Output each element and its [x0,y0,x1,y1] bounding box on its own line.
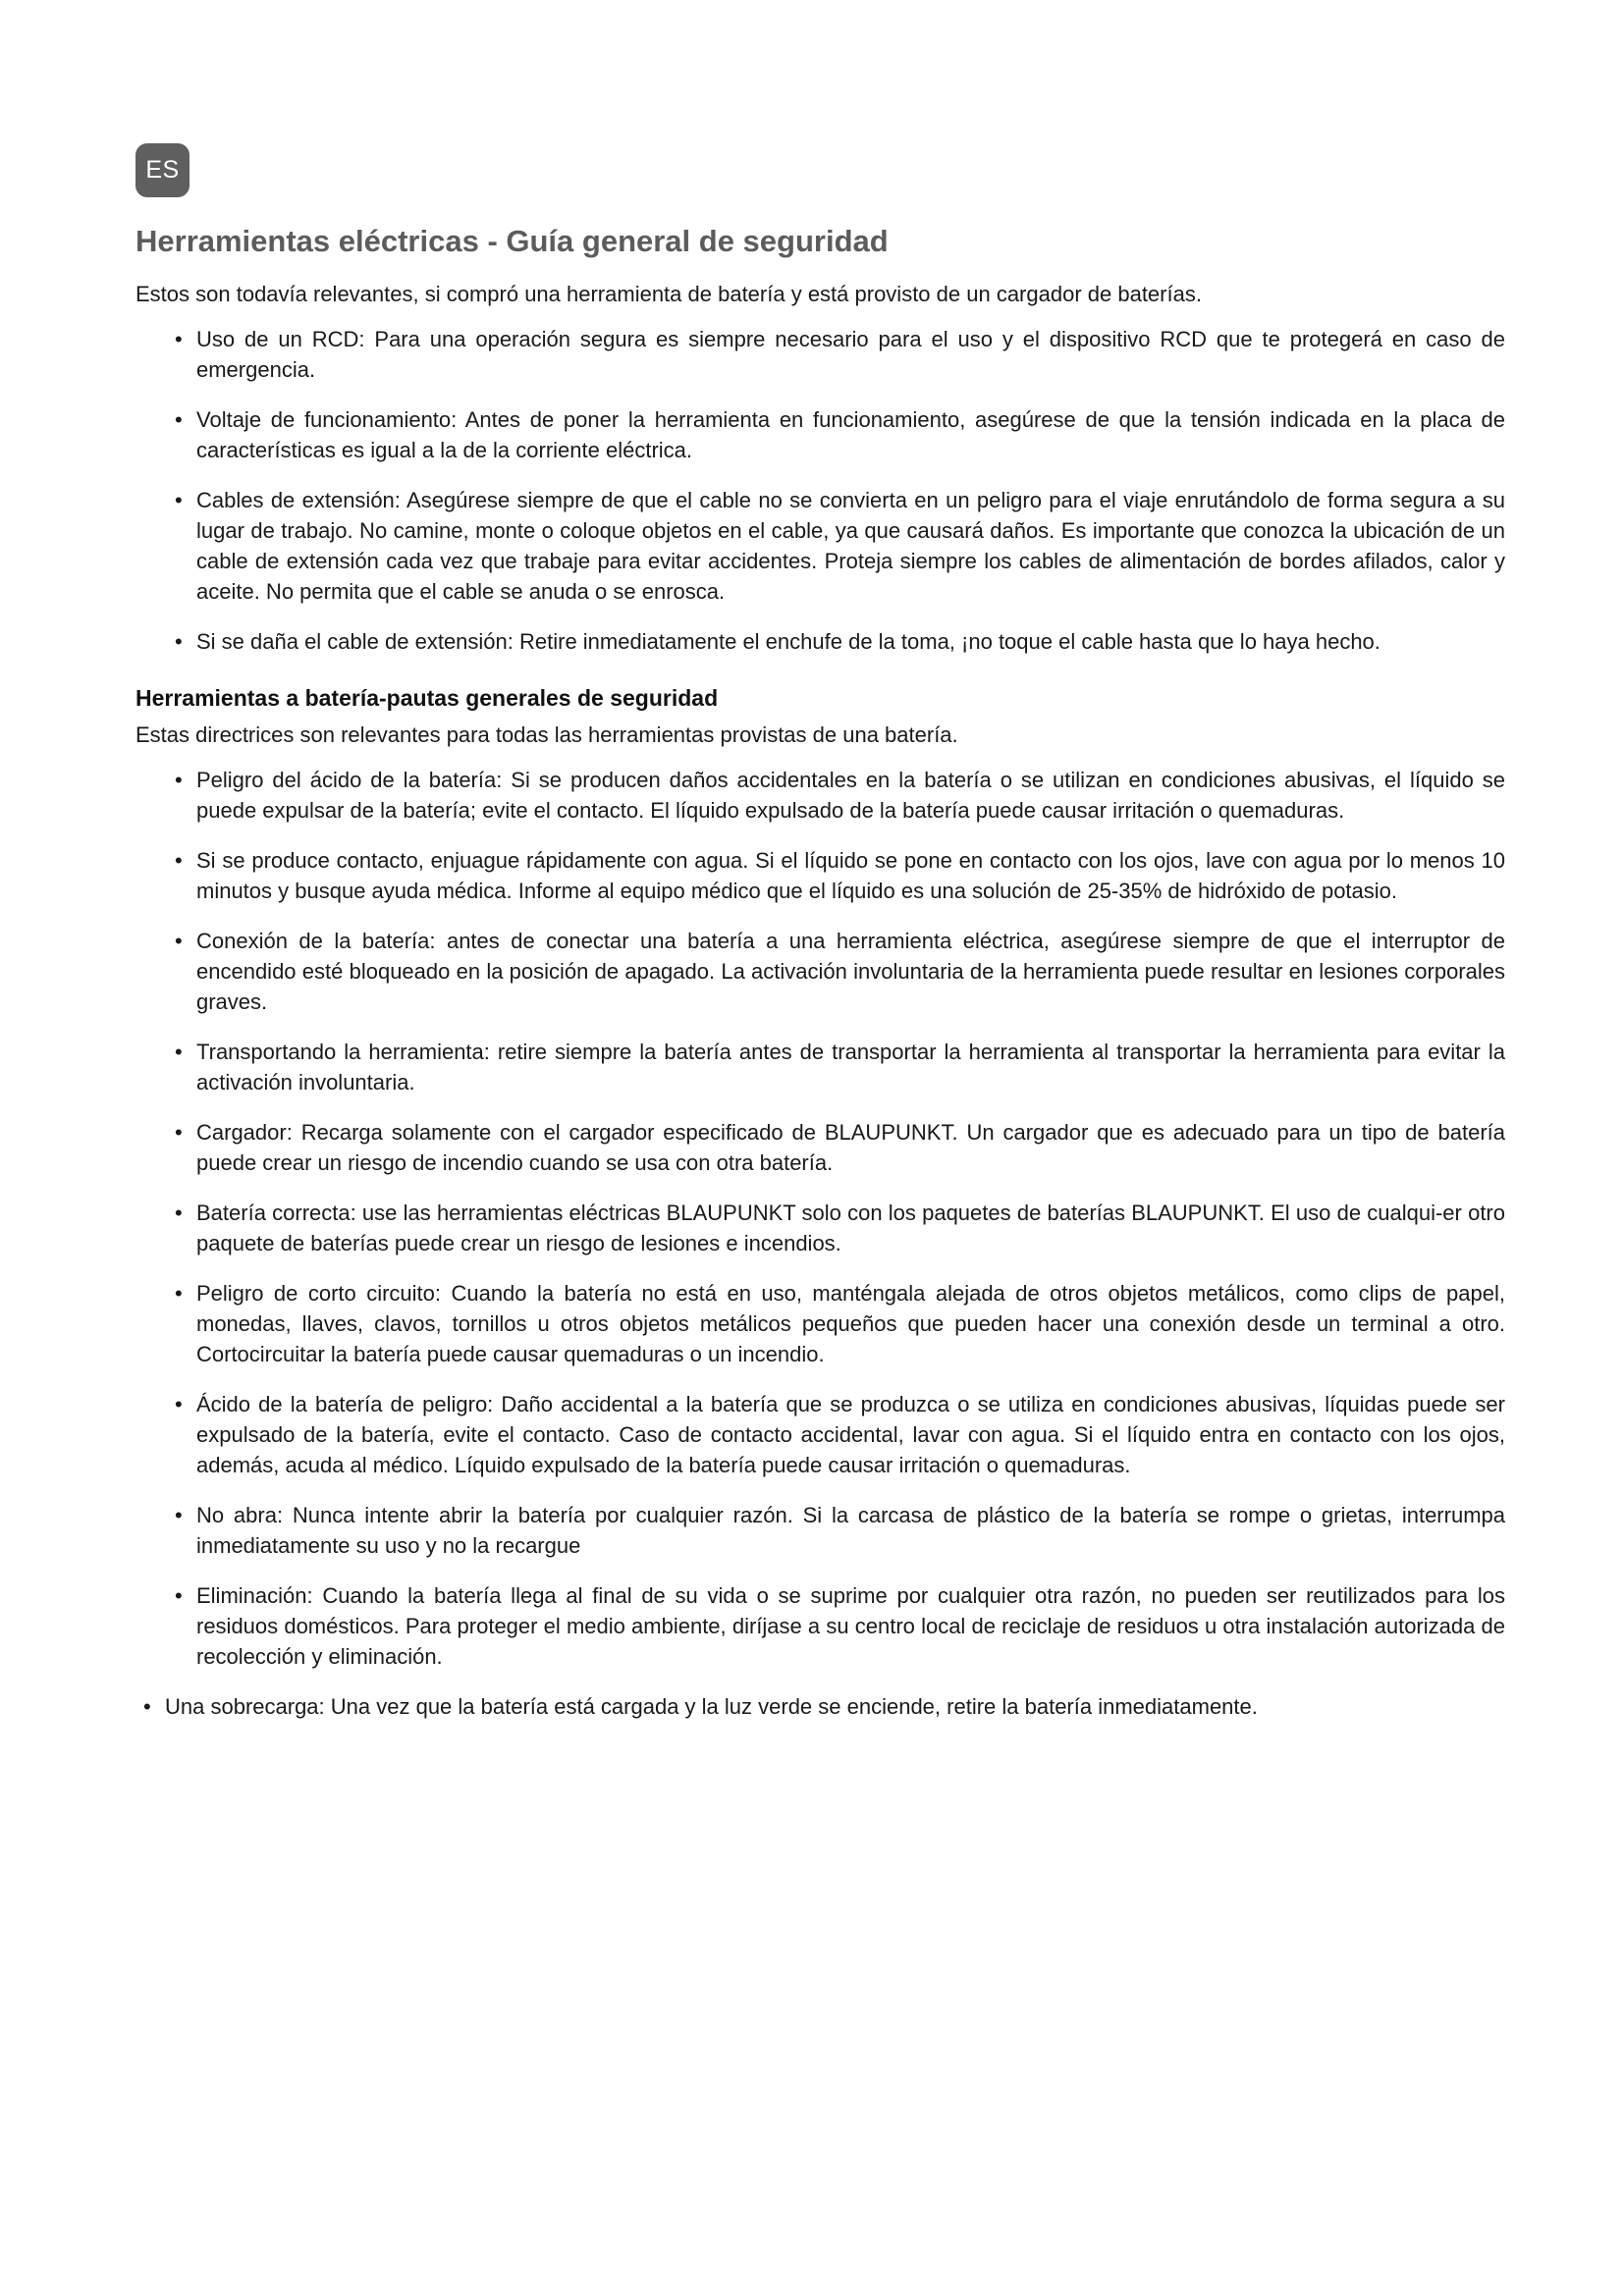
bullet-icon: • [175,407,183,432]
list-item [175,1117,1505,1178]
bullet-icon: • [175,1392,183,1416]
bullet-icon: • [175,848,183,873]
section-title-power-tools: Herramientas eléctricas - Guía general de seguridad [135,224,889,258]
bullet-icon: • [175,1281,183,1306]
list-item [175,404,1505,465]
bullet-icon: • [175,929,183,953]
overcharge-list [135,1691,1505,1722]
list-item-text: Cargador: Recarga solamente con el cargador especificado de BLAUPUNKT. Un cargador que es adecuado para un tipo de batería puede crear un riesgo de incendio cuando se usa con otra batería. [196,1120,1505,1175]
bullet-icon: • [175,488,183,512]
bullet-icon: • [175,1201,183,1225]
list-item-text: Voltaje de funcionamiento: Antes de poner la herramienta en funcionamiento, asegúrese de que la tensión indicada en la placa de características es igual a la de la corriente eléctrica. [196,407,1505,462]
list-item-text: Cables de extensión: Asegúrese siempre de que el cable no se convierta en un peligro para el viaje enrutándolo de forma segura a su lugar de trabajo. No camine, monte o coloque objetos en el cable, ya que causará daños. Es importante que conozca la ubicación de un cable de extensión cada vez que trabaje para evitar accidentes. Proteja siempre los cables de alimentación de bordes afilados, calor y aceite. No permita que el cable se anuda o se enrosca. [196,488,1505,604]
bullet-icon: • [175,1583,183,1608]
bullet-icon: • [175,768,183,792]
list-item [143,1691,1505,1722]
list-item [175,1389,1505,1480]
list-item [175,765,1505,826]
section-intro-battery-tools: Estas directrices son relevantes para todas las herramientas provistas de una batería. [135,722,958,747]
bullet-icon: • [143,1694,151,1719]
list-item-text: Una sobrecarga: Una vez que la batería está cargada y la luz verde se enciende, retire la batería inmediatamente. [165,1694,1258,1719]
list-item-text: Conexión de la batería: antes de conectar una batería a una herramienta eléctrica, asegúrese siempre de que el interruptor de encendido esté bloqueado en la posición de apagado. La activación involuntaria de la herramienta puede resultar en lesiones corporales graves. [196,929,1505,1014]
list-item-text: Ácido de la batería de peligro: Daño accidental a la batería que se produzca o se utiliza en condiciones abusivas, líquidas puede ser expulsado de la batería, evite el contacto. Caso de contacto accidental, lavar con agua. Si el líquido entra en contacto con los ojos, además, acuda al médico. Líquido expulsado de la batería puede causar irritación o quemaduras. [196,1392,1505,1477]
list-item [175,1198,1505,1258]
list-item-text: Uso de un RCD: Para una operación segura es siempre necesario para el uso y el dispositivo RCD que te protegerá en caso de emergencia. [196,327,1505,382]
list-item-text: Si se produce contacto, enjuague rápidamente con agua. Si el líquido se pone en contacto con los ojos, lave con agua por lo menos 10 minutos y busque ayuda médica. Informe al equipo médico que el líquido es una solución de 25-35% de hidróxido de potasio. [196,848,1505,903]
list-item [175,1580,1505,1672]
list-item-text: Si se daña el cable de extensión: Retire inmediatamente el enchufe de la toma, ¡no toque el cable hasta que lo haya hecho. [196,629,1380,654]
list-item-text: Batería correcta: use las herramientas eléctricas BLAUPUNKT solo con los paquetes de baterías BLAUPUNKT. El uso de cualqui-er otro paquete de baterías puede crear un riesgo de lesiones e incendios. [196,1201,1505,1255]
bullet-icon: • [175,1120,183,1145]
language-badge: ES [135,143,189,197]
list-item-text: Peligro de corto circuito: Cuando la batería no está en uso, manténgala alejada de otros objetos metálicos, como clips de papel, monedas, llaves, clavos, tornillos u otros objetos metálicos pequeños que pueden hacer una conexión desde un terminal a otro. Cortocircuitar la batería puede causar quemaduras o un incendio. [196,1281,1505,1366]
bullet-icon: • [175,1040,183,1064]
list-item-text: Peligro del ácido de la batería: Si se producen daños accidentales en la batería o se utilizan en condiciones abusivas, el líquido se puede expulsar de la batería; evite el contacto. El líquido expulsado de la batería puede causar irritación o quemaduras. [196,768,1505,823]
list-item-text: Transportando la herramienta: retire siempre la batería antes de transportar la herramienta al transportar la herramienta para evitar la activación involuntaria. [196,1040,1505,1095]
section-intro-power-tools: Estos son todavía relevantes, si compró una herramienta de batería y está provisto de un cargador de baterías. [135,282,1202,306]
list-item [175,1037,1505,1097]
list-item [175,845,1505,906]
list-item [175,926,1505,1017]
power-tools-safety-list [135,324,1505,657]
list-item-text: Eliminación: Cuando la batería llega al final de su vida o se suprime por cualquier otra razón, no pueden ser reutilizados para los residuos domésticos. Para proteger el medio ambiente, diríjase a su centro local de reciclaje de residuos u otra instalación autorizada de recolección y eliminación. [196,1583,1505,1669]
list-item [175,626,1505,657]
bullet-icon: • [175,327,183,351]
document-content [135,222,1505,1741]
list-item [175,324,1505,385]
list-item [175,1278,1505,1369]
section-title-battery-tools: Herramientas a batería-pautas generales de seguridad [135,685,719,711]
bullet-icon: • [175,629,183,654]
battery-tools-safety-list [135,765,1505,1672]
list-item-text: No abra: Nunca intente abrir la batería por cualquier razón. Si la carcasa de plástico de la batería se rompe o grietas, interrumpa inmediatamente su uso y no la recargue [196,1503,1505,1558]
list-item [175,1500,1505,1561]
list-item [175,485,1505,607]
bullet-icon: • [175,1503,183,1527]
